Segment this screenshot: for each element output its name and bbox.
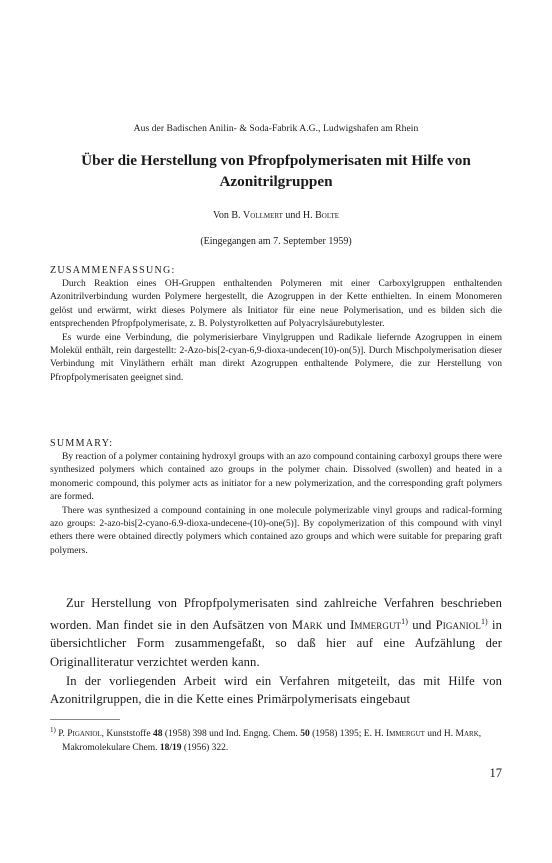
fn-name-immergut: Immergut bbox=[385, 729, 425, 740]
ref-immergut: Immergut bbox=[350, 617, 402, 632]
fn-part-1: P. bbox=[58, 729, 68, 740]
paper-title bbox=[50, 150, 502, 192]
footnote bbox=[50, 724, 502, 755]
ref-mark: Mark bbox=[291, 617, 323, 632]
body-text bbox=[50, 594, 502, 709]
zusammenfassung-text bbox=[50, 278, 502, 385]
footnote-ref-2: 1) bbox=[480, 616, 488, 626]
received-date: (Eingegangen am 7. September 1959) bbox=[200, 236, 352, 247]
fn-volume-2: 50 bbox=[300, 729, 310, 740]
author-vollmert: Vollmert bbox=[243, 210, 283, 221]
fn-part-4: (1958) 1395; E. H. bbox=[309, 729, 386, 740]
footnote-marker: 1) bbox=[50, 726, 56, 734]
zusammenfassung-paragraph-2: Es wurde eine Verbindung, die polymerisierbare Vinylgruppen und Radikale liefernde Azogruppen in einem Molekül enthält, rein dargestellt: 2-Azo-bis[2-cyan-6,9-dioxa-undecen(10)-on(5)]. Durch Mischpolymerisation dieser Verbindung mit Vinyläthern erhält man direkt Azogruppen enthaltende Polymere, die zur Herstellung von Pfropfpolymerisaten geeignet sind. bbox=[50, 332, 502, 383]
page-number: 17 bbox=[489, 766, 502, 780]
title-line-1: Über die Herstellung von Pfropfpolymerisaten mit Hilfe von bbox=[81, 152, 471, 169]
fn-volume-3: 18/19 bbox=[159, 742, 182, 753]
authors bbox=[50, 210, 502, 221]
footnote-ref-1: 1) bbox=[401, 616, 409, 626]
summary-heading: SUMMARY: bbox=[50, 438, 114, 449]
body-p1-part-b: und bbox=[322, 617, 351, 632]
fn-part-6: , Makromolekulare Chem. bbox=[62, 729, 482, 753]
author-bolte: Bolte bbox=[315, 210, 340, 221]
fn-part-2: , Kunststoffe bbox=[101, 729, 153, 740]
fn-name-piganiol: Piganiol bbox=[67, 729, 102, 740]
body-p1-part-a: Zur Herstellung von Pfropfpolymerisaten sind zahlreiche Verfahren beschrieben worden. Man findet sie in den Aufsätzen von bbox=[50, 596, 502, 632]
ref-piganiol: Piganiol bbox=[435, 617, 481, 632]
fn-part-5: und H. bbox=[424, 729, 456, 740]
body-paragraph-2: In der vorliegenden Arbeit wird ein Verfahren mitgeteilt, das mit Hilfe von Azonitrilgruppen, die in die Kette eines Primärpolymerisats eingebaut bbox=[50, 673, 502, 707]
authors-prefix: Von B. bbox=[212, 210, 244, 221]
zusammenfassung-heading: ZUSAMMENFASSUNG: bbox=[50, 265, 176, 276]
authors-conj: und H. bbox=[282, 210, 316, 221]
fn-volume-1: 48 bbox=[152, 729, 163, 740]
fn-part-7: (1956) 322. bbox=[181, 742, 229, 753]
summary-paragraph-1: By reaction of a polymer containing hydroxyl groups with an azo compound containing carboxyl groups there were synthesized polymers which contained azo groups in the polymer chain. Dissolved (swollen) and heated in a monomeric compound, this polymer acts as initiator for a new polymerization, and the corresponding graft polymers are formed. bbox=[50, 452, 502, 503]
footnote-rule bbox=[50, 719, 120, 720]
title-line-2: Azonitrilgruppen bbox=[219, 173, 333, 190]
body-p1-part-d: in übersichtlicher Form zusammengefaßt, so daß hier auf eine Aufzählung der Originalliteratur verzichtet werden kann. bbox=[50, 617, 503, 669]
fn-name-mark: Mark bbox=[455, 729, 479, 740]
affiliation: Aus der Badischen Anilin- & Soda-Fabrik A.G., Ludwigshafen am Rhein bbox=[133, 123, 419, 134]
body-p1-part-c: und bbox=[408, 617, 436, 632]
zusammenfassung-paragraph-1: Durch Reaktion eines OH-Gruppen enthaltenden Polymeren mit einer Carboxylgruppen enthaltenden Azonitrilverbindung wurden Polymere hergestellt, die Azogruppen in der Kette enthielten. In einem Monomeren gelöst und erwärmt, wirkt dieses Polymere als Initiator für eine neue Polymerisation, und es bilden sich die entsprechenden Pfropfpolymerisate, z. B. Polystyrolketten auf Polyacrylsäurebutylester. bbox=[50, 279, 502, 330]
summary-paragraph-2: There was synthesized a compound containing in one molecule polymerizable vinyl groups and radical-forming azo groups: 2-azo-bis[2-cyano-6.9-dioxa-undecene-(10)-one(5)]. By copolymerization of this compound with vinyl ethers there were obtained directly polymers which contained azo groups and which were suitable for preparing graft polymers. bbox=[50, 505, 502, 556]
body-paragraph-1 bbox=[50, 594, 502, 672]
fn-part-3: (1958) 398 und Ind. Engng. Chem. bbox=[162, 729, 301, 740]
summary-text bbox=[50, 451, 502, 558]
